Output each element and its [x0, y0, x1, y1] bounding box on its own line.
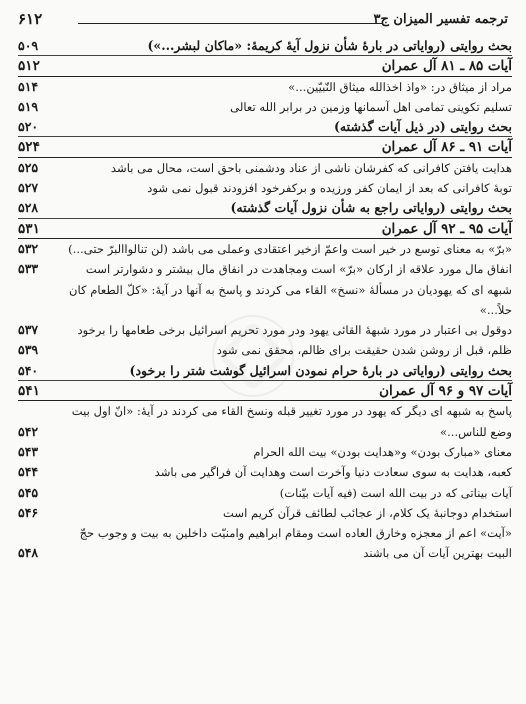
toc-entry-title: توبهٔ کافرانی که بعد از ایمان کفر ورزیده و برکفرخود افزودند قبول نمی شود — [147, 181, 512, 196]
toc-entry — [18, 178, 512, 198]
toc-subheading — [18, 198, 512, 218]
toc-entry-title: بحث روایتی (روایاتی در بارهٔ حرام نمودن اسرائیل گوشت شتر را برخود) — [129, 362, 512, 378]
toc-entry-page: ۵۴۶ — [18, 504, 39, 520]
toc-entry-title: «آیت» اعم از معجزه وخارق العاده است ومقام ابراهیم وامنیّت داخلین به بیت و وجوب حجّ البیت بهترین آیات آن می باشند — [79, 526, 512, 561]
toc-entry-title: دوقول بی اعتبار در مورد شبههٔ القائی یهود ودر مورد تحریم اسرائیل برخی طعامها را برخود — [77, 323, 512, 338]
toc-entry — [18, 280, 512, 321]
toc-entry-title: بحث روایتی (روایاتی در بارهٔ شأن نزول آیهٔ کریمهٔ: «ماکان لبشر...») — [147, 38, 512, 53]
toc-entry-title: بحث روایتی (روایاتی راجع به شأن نزول آیات گذشته) — [230, 200, 512, 216]
toc-entry — [18, 259, 512, 279]
toc-entry-page: ۵۳۷ — [18, 322, 39, 338]
toc-entry — [18, 523, 512, 564]
toc-entry-page: ۵۳۱ — [18, 220, 40, 237]
table-of-contents — [18, 36, 512, 564]
page-number: ۶۱۲ — [18, 10, 43, 28]
page-header — [18, 6, 508, 32]
toc-entry — [18, 483, 512, 503]
toc-subheading — [18, 117, 512, 137]
toc-entry-title: تسلیم تکوینی تمامی اهل آسمانها وزمین در برابر الله تعالی — [230, 99, 512, 114]
toc-entry — [18, 442, 512, 462]
toc-entry — [18, 340, 512, 360]
toc-section-heading — [18, 381, 512, 401]
header-rule — [78, 23, 383, 24]
toc-entry-page: ۵۲۸ — [18, 200, 39, 216]
toc-entry-title: پاسخ به شبهه ای دیگر که یهود در مورد تغییر قبله ونسخ القاء می کردند در آیهٔ: «انّ اول بیت وضع للناس...» — [71, 404, 512, 439]
toc-entry-page: ۵۱۴ — [18, 78, 39, 94]
toc-entry — [18, 320, 512, 340]
toc-entry — [18, 462, 512, 482]
toc-section-heading — [18, 219, 512, 239]
toc-entry-title: انفاق مال مورد علاقه از ارکان «برّ» است ومجاهدت در انفاق مال بیشتر و دشوارتر است — [85, 262, 512, 277]
toc-entry — [18, 77, 512, 97]
toc-entry-title: استخدام دوجانبهٔ یک کلام، از عجائب لطائف قرآن کریم است — [223, 505, 512, 520]
toc-entry-page: ۵۴۰ — [18, 362, 39, 378]
toc-entry-page: ۵۴۵ — [18, 484, 39, 500]
toc-entry-title: آیات ۹۷ و ۹۶ آل عمران — [379, 383, 512, 400]
toc-entry-page: ۵۴۲ — [18, 423, 39, 439]
toc-subheading — [18, 361, 512, 381]
toc-entry-title: مراد از میثاق در: «واذ اخذالله میثاق النّبیّین...» — [288, 79, 512, 94]
toc-entry-page: ۵۲۵ — [18, 159, 39, 175]
toc-entry-title: بحث روایتی (در ذیل آیات گذشته) — [333, 119, 512, 135]
toc-entry-page: ۵۳۹ — [18, 342, 39, 358]
toc-entry-page: ۵۴۳ — [18, 443, 39, 459]
toc-entry-title: آیات ۹۵ ـ ۹۲ آل عمران — [381, 220, 512, 237]
toc-entry-page: ۵۲۰ — [18, 119, 39, 135]
toc-entry-title: آیات ۸۵ ـ ۸۱ آل عمران — [381, 58, 512, 75]
toc-entry-page: ۵۳۲ — [18, 240, 39, 256]
toc-entry-title: آیات ۹۱ ـ ۸۶ آل عمران — [381, 139, 512, 156]
toc-entry-title: شبهه ای که یهودیان در مسألهٔ «نسخ» القاء می کردند و پاسخ به آنها در آیهٔ: «کلّ الطعام کان حلاً...» — [68, 282, 512, 317]
toc-entry-title: آیات بیناتی که در بیت الله است (فیه آیات بیّنات) — [279, 485, 512, 500]
toc-entry-title: معنای «مبارک بودن» و«هدایت بودن» بیت الله الحرام — [253, 444, 512, 459]
toc-entry-page: ۵۱۹ — [18, 98, 39, 114]
toc-entry-page: ۵۱۲ — [18, 58, 40, 75]
toc-entry-page: ۵۲۴ — [18, 139, 40, 156]
toc-entry-page: ۵۳۳ — [18, 261, 39, 277]
toc-entry — [18, 239, 512, 259]
toc-subheading — [18, 36, 512, 56]
toc-entry-page: ۵۰۹ — [18, 38, 39, 53]
toc-entry — [18, 503, 512, 523]
toc-entry-page: ۵۴۸ — [18, 545, 39, 561]
toc-entry — [18, 401, 512, 442]
toc-entry-title: کعبه، هدایت به سوی سعادت دنیا وآخرت است وهدایت آن فراگیر می باشد — [154, 465, 512, 480]
toc-entry-title: ظلم، قبل از روشن شدن حقیقت برای ظالم، محقق نمی شود — [216, 343, 512, 358]
toc-entry — [18, 158, 512, 178]
toc-entry-title: «برّ» به معنای توسع در خیر است واعمّ ازخیر اعتقادی وعملی می باشد (لن تنالواالبرّ حتی...) — [68, 241, 512, 256]
toc-entry-page: ۵۴۱ — [18, 383, 40, 400]
toc-entry-page: ۵۲۷ — [18, 180, 39, 196]
toc-section-heading — [18, 137, 512, 157]
toc-entry — [18, 97, 512, 117]
toc-entry-page: ۵۴۴ — [18, 464, 39, 480]
toc-section-heading — [18, 56, 512, 76]
toc-entry-title: هدایت یافتن کافرانی که کفرشان ناشی از عناد ودشمنی باحق است، محال می باشد — [110, 160, 512, 175]
running-title: ترجمه تفسیر المیزان ج۳ — [373, 12, 508, 27]
